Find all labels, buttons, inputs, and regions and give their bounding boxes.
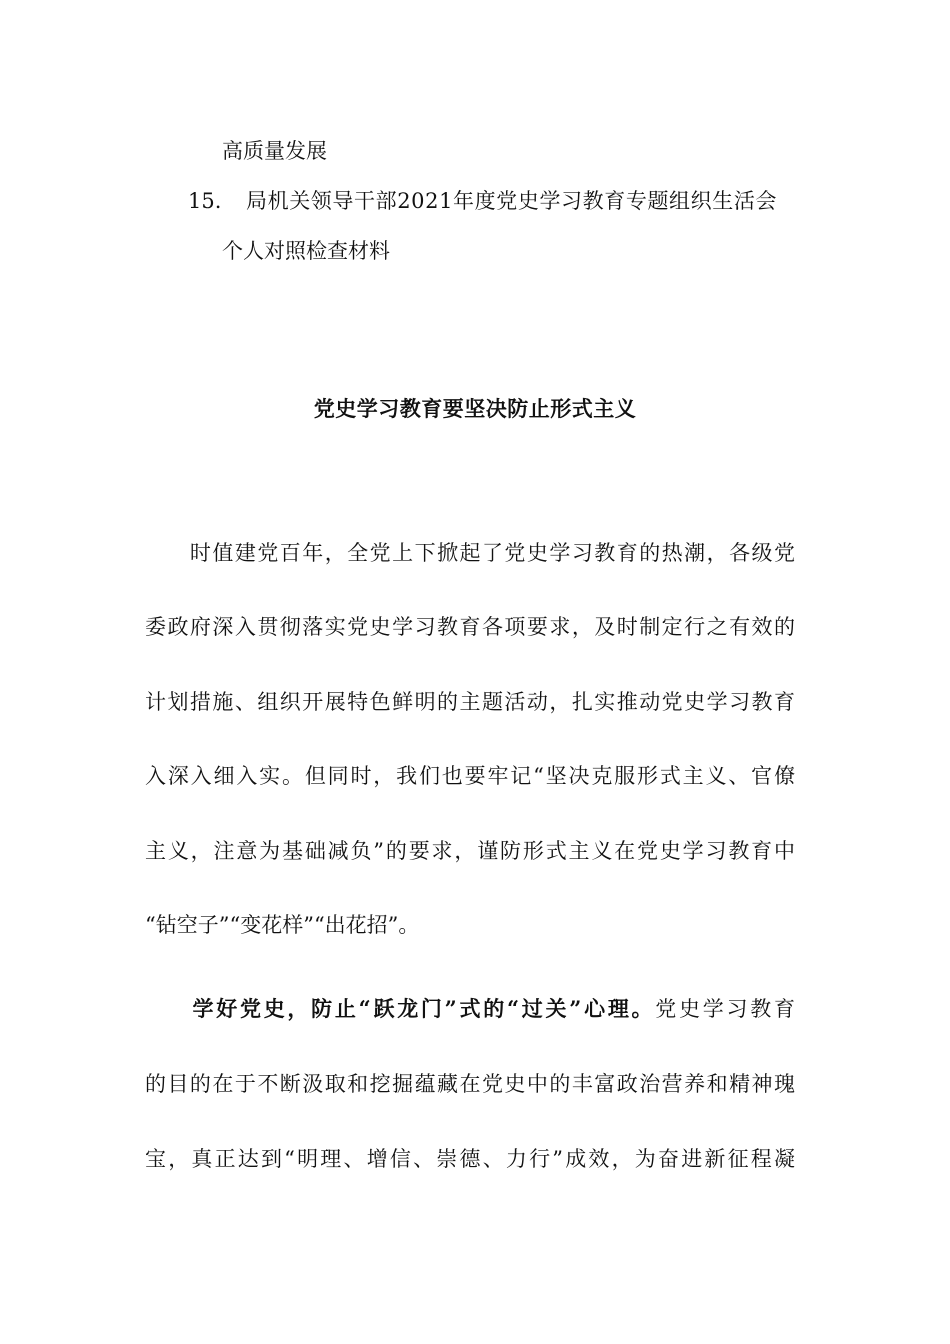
paragraph-line bbox=[145, 994, 795, 1024]
section-heading: 学好党史，防止“跃龙门”式的“过关”心理。 bbox=[145, 996, 656, 1021]
paragraph-line: 的目的在于不断汲取和挖掘蕴藏在党史中的丰富政治营养和精神瑰 bbox=[145, 1072, 795, 1096]
toc-item-number: 15. bbox=[188, 189, 222, 213]
paragraph-line: 宝，真正达到“明理、增信、崇德、力行”成效，为奋进新征程凝 bbox=[145, 1147, 795, 1171]
paragraph-line: 委政府深入贯彻落实党史学习教育各项要求，及时制定行之有效的 bbox=[145, 615, 795, 639]
article-title: 党史学习教育要坚决防止形式主义 bbox=[313, 396, 637, 421]
paragraph-line: 时值建党百年，全党上下掀起了党史学习教育的热潮，各级党 bbox=[145, 541, 795, 565]
paragraph-text: 党史学习教育 bbox=[655, 997, 795, 1021]
paragraph-line: 计划措施、组织开展特色鲜明的主题活动，扎实推动党史学习教育 bbox=[145, 690, 795, 714]
toc-item-title-continuation: 个人对照检查材料 bbox=[222, 239, 390, 263]
toc-item-continuation: 高质量发展 bbox=[222, 139, 327, 163]
paragraph-line: “钻空子”“变花样”“出花招”。 bbox=[145, 913, 420, 937]
paragraph-line: 主义，注意为基础减负”的要求，谨防形式主义在党史学习教育中 bbox=[145, 839, 795, 863]
toc-item-title: 局机关领导干部2021年度党史学习教育专题组织生活会 bbox=[246, 189, 778, 213]
paragraph-line: 入深入细入实。但同时，我们也要牢记“坚决克服形式主义、官僚 bbox=[145, 764, 795, 788]
